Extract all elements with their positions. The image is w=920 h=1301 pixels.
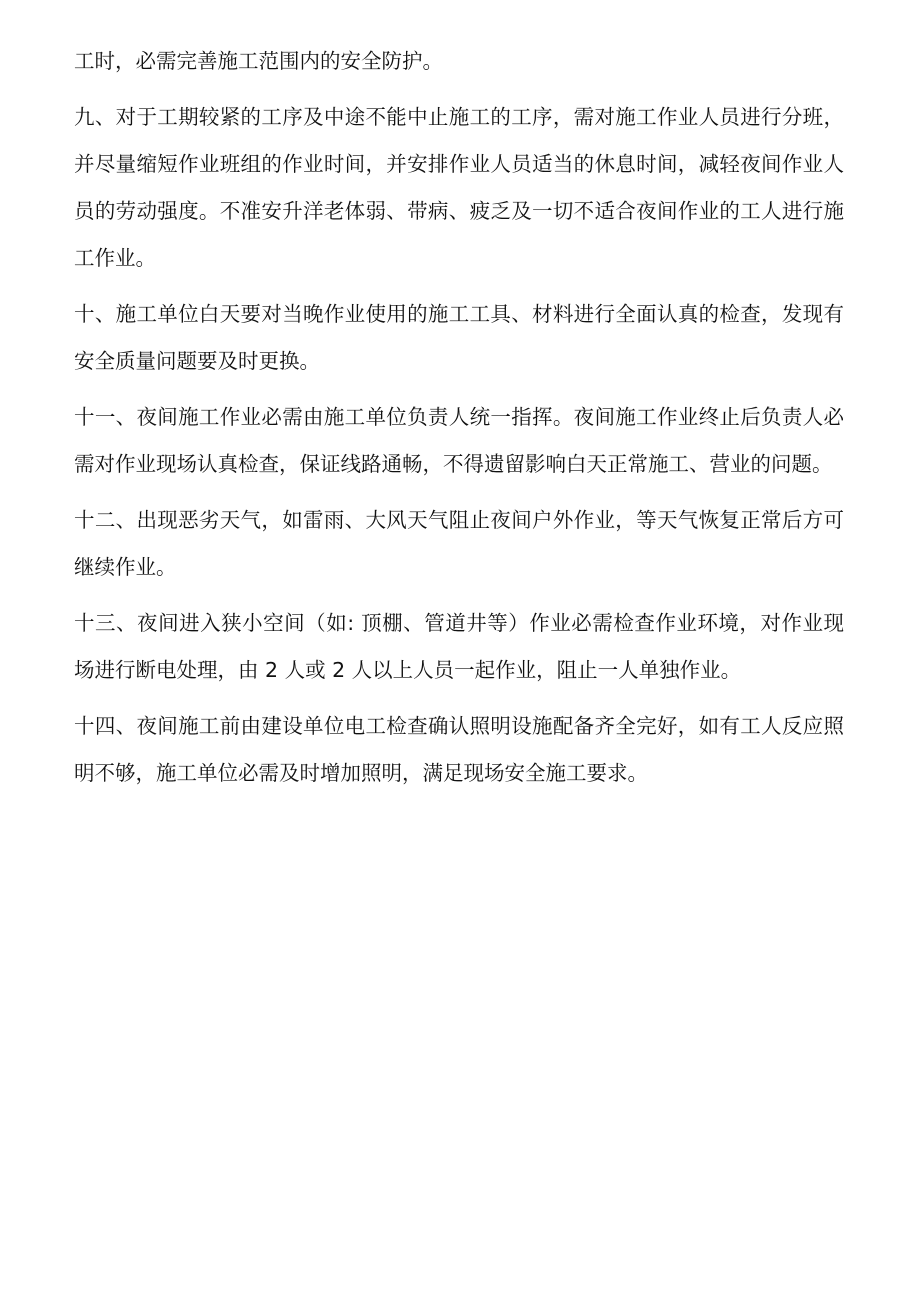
paragraph-item-9: 九、对于工期较紧的工序及中途不能中止施工的工序，需对施工作业人员进行分班，并尽量缩短作业班组的作业时间，并安排作业人员适当的休息时间，减轻夜间作业人员的劳动强度。不准安升洋老体弱、带病、疲乏及一切不适合夜间作业的工人进行施工作业。 xyxy=(74,105,844,270)
document-page xyxy=(74,38,844,797)
paragraph-item-14: 十四、夜间施工前由建设单位电工检查确认照明设施配备齐全完好，如有工人反应照明不够，施工单位必需及时增加照明，满足现场安全施工要求。 xyxy=(74,714,844,785)
paragraph-item-12: 十二、出现恶劣天气，如雷雨、大风天气阻止夜间户外作业，等天气恢复正常后方可继续作业。 xyxy=(74,508,844,579)
paragraph-continuation: 工时，必需完善施工范围内的安全防护。 xyxy=(74,49,443,73)
paragraph-item-10: 十、施工单位白天要对当晚作业使用的施工工具、材料进行全面认真的检查，发现有安全质量问题要及时更换。 xyxy=(74,302,844,373)
paragraph-item-13: 十三、夜间进入狭小空间（如: 顶棚、管道井等）作业必需检查作业环境，对作业现场进行断电处理，由 2 人或 2 人以上人员一起作业，阻止一人单独作业。 xyxy=(74,611,844,682)
paragraph-item-11: 十一、夜间施工作业必需由施工单位负责人统一指挥。夜间施工作业终止后负责人必需对作业现场认真检查，保证线路通畅，不得遗留影响白天正常施工、营业的问题。 xyxy=(74,405,844,476)
